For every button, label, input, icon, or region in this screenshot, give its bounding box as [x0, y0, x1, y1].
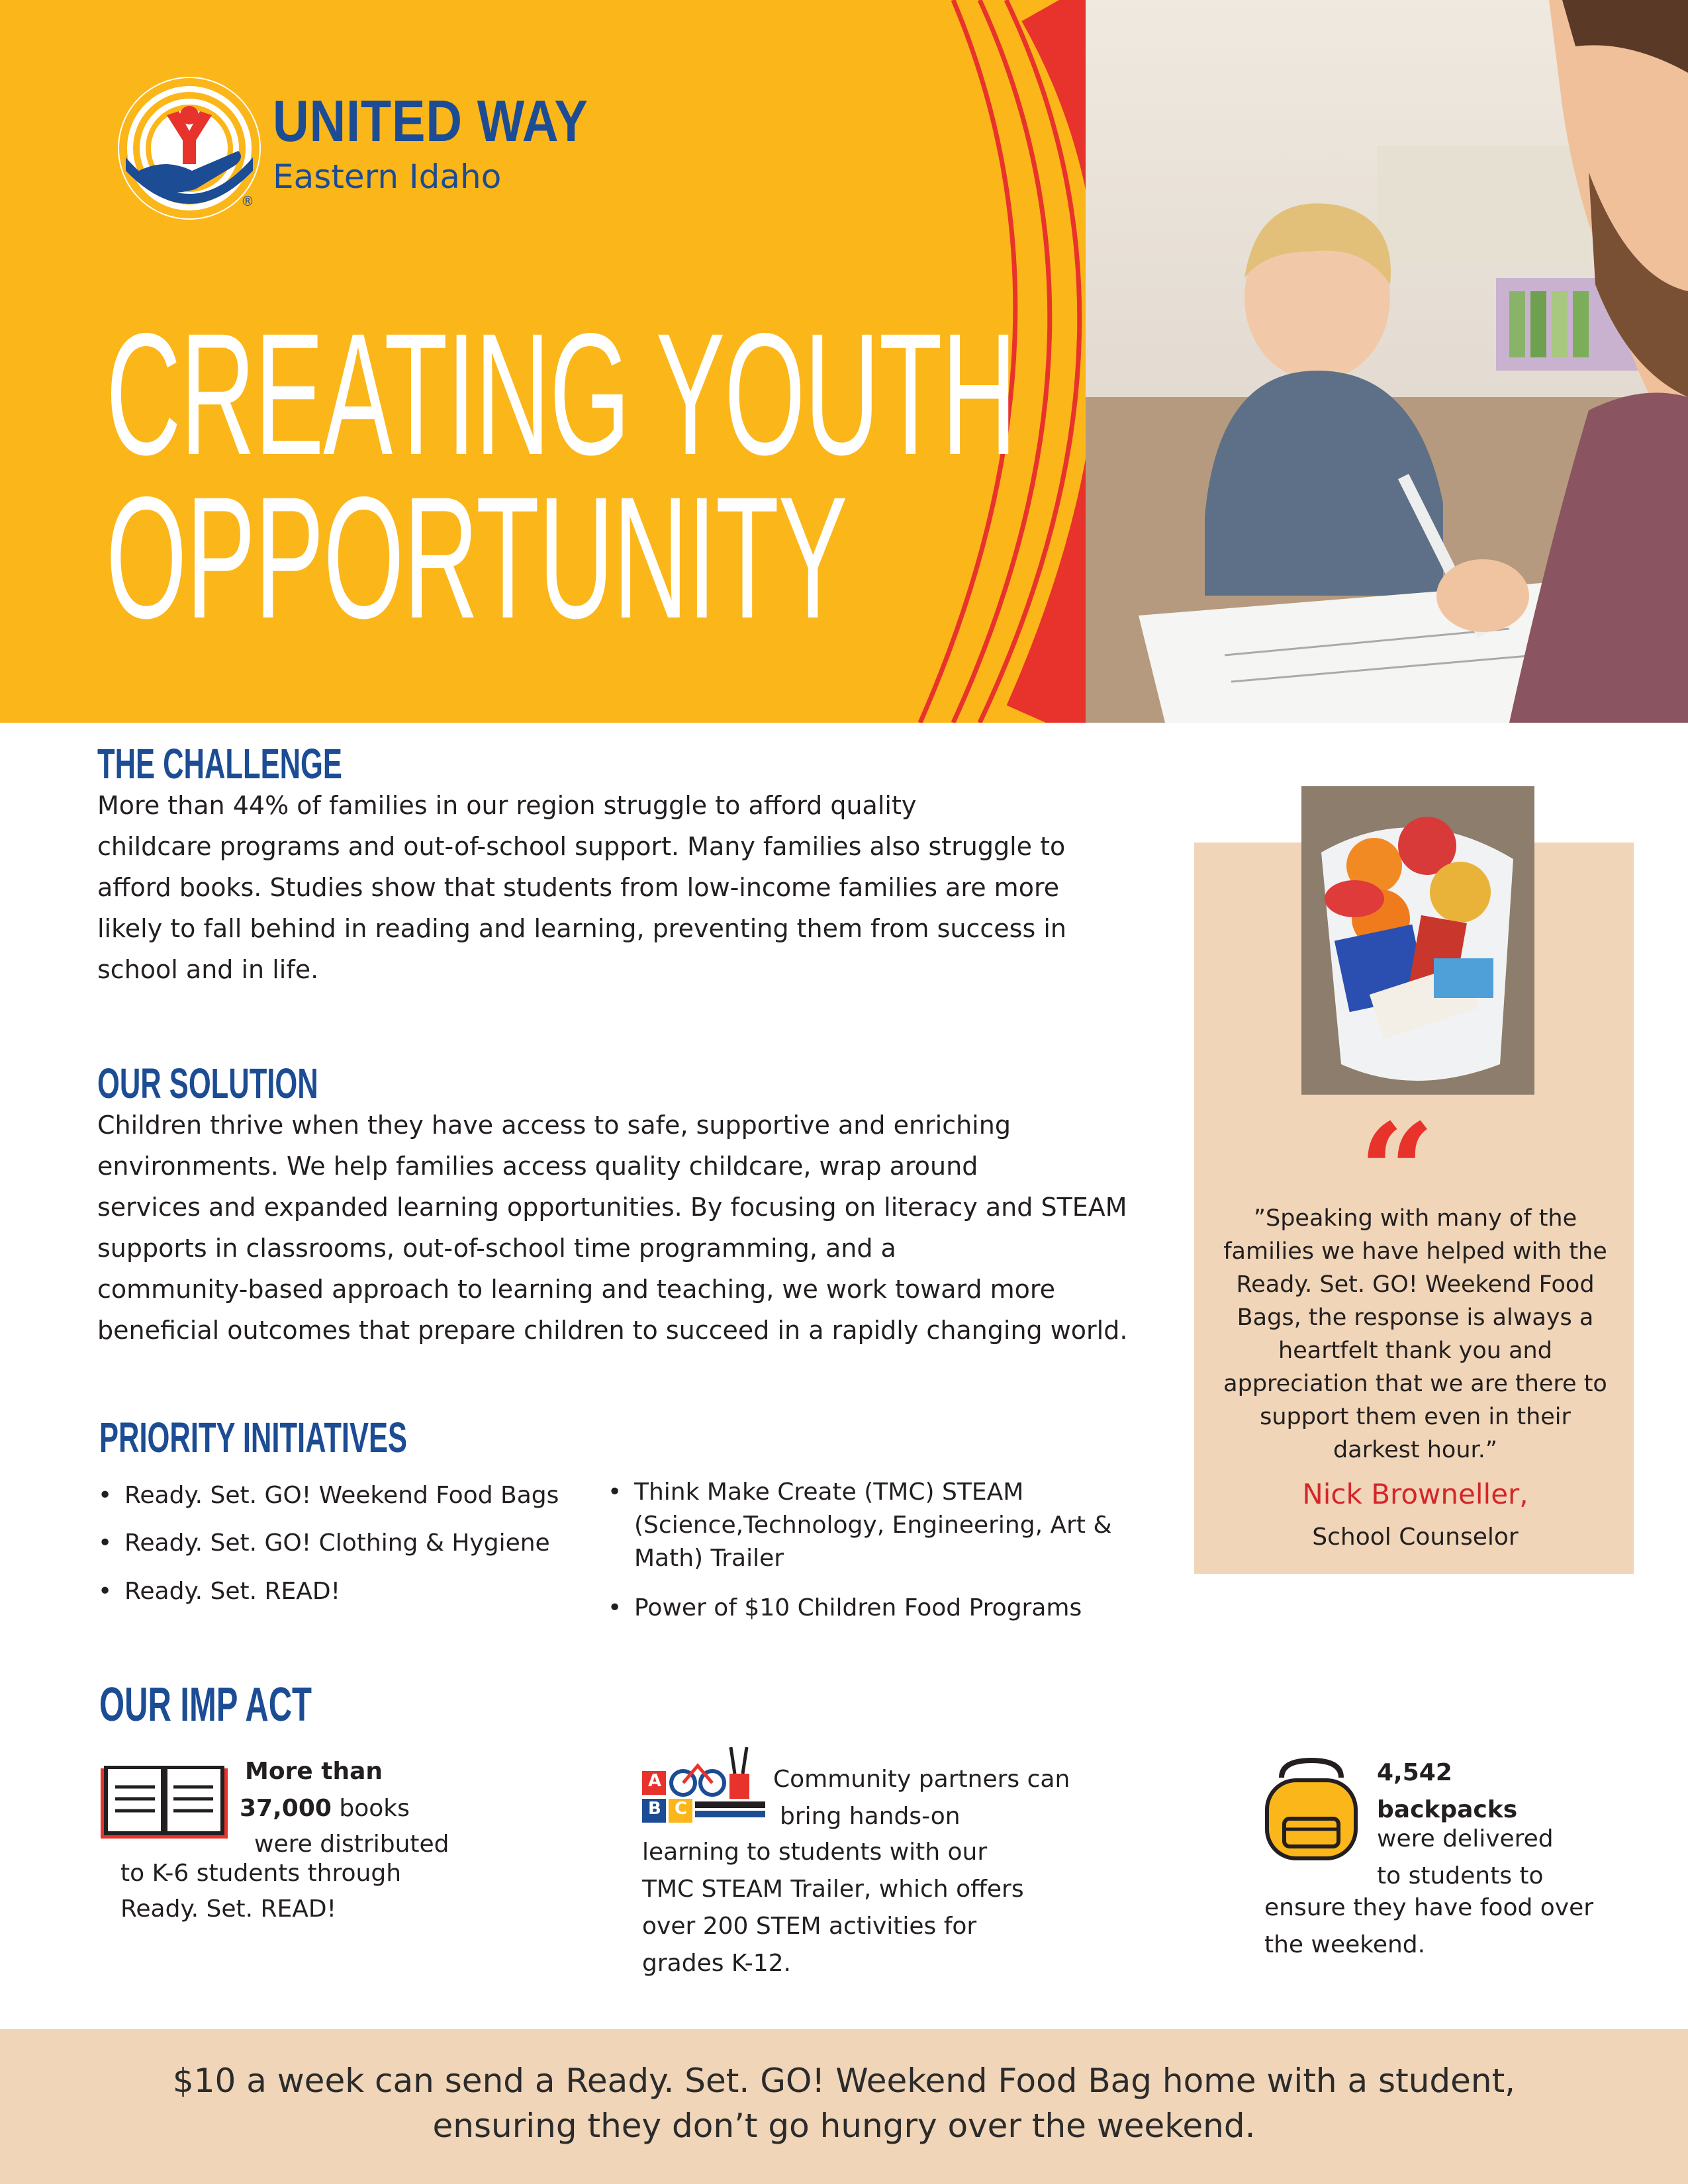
- solution-line: environments. We help families access quality childcare, wrap around: [97, 1152, 978, 1181]
- backpacks-number: 4,542: [1377, 1759, 1452, 1786]
- priority-item: • Ready. Set. GO! Clothing & Hygiene: [98, 1529, 550, 1557]
- backpacks-line4: to students to: [1377, 1862, 1544, 1889]
- block-a: A: [648, 1771, 662, 1791]
- solution-line: Children thrive when they have access to safe, supportive and enriching: [97, 1111, 1011, 1140]
- backpack-icon: [1262, 1758, 1361, 1864]
- priority-item: • Think Make Create (TMC) STEAM (Science,Technology, Engineering, Art & Math) Trailer: [608, 1479, 1112, 1572]
- challenge-heading: THE CHALLENGE: [97, 740, 342, 788]
- open-book-icon: [99, 1766, 229, 1841]
- quote-author: Nick Browneller,: [1302, 1478, 1528, 1510]
- steam-line3: learning to students with our: [642, 1839, 988, 1866]
- block-c: C: [675, 1799, 688, 1819]
- priority-item: • Ready. Set. READ!: [98, 1578, 341, 1605]
- steam-line6: grades K-12.: [642, 1950, 791, 1977]
- challenge-line: school and in life.: [97, 955, 319, 984]
- bottom-banner: [0, 2029, 1688, 2184]
- steam-line1: Community partners can: [773, 1766, 1070, 1793]
- quote-text: ”Speaking with many of the families we have helped with the Ready. Set. GO! Weekend Food Bags, the response is always a heartfelt thank you and appreciation that we are there to support them even in their darkest hour.”: [1223, 1205, 1607, 1463]
- backpacks-line2: backpacks: [1377, 1796, 1518, 1823]
- quote-role: School Counselor: [1312, 1524, 1519, 1551]
- logo-name: UNITED WAY: [273, 88, 588, 154]
- books-line2: 37,000 books: [240, 1795, 410, 1822]
- solution-text: [97, 1105, 1183, 1351]
- books-line4: to K-6 students through: [120, 1860, 402, 1887]
- challenge-line: afford books. Studies show that students from low-income families are more: [97, 873, 1060, 902]
- challenge-line: likely to fall behind in reading and learning, preventing them from success in: [97, 914, 1066, 943]
- block-b: B: [648, 1799, 661, 1819]
- quote-mark-icon: “: [1358, 1095, 1435, 1250]
- books-line5: Ready. Set. READ!: [120, 1895, 337, 1923]
- banner-line1: $10 a week can send a Ready. Set. GO! Weekend Food Bag home with a student,: [172, 2062, 1516, 2100]
- registered-mark: ®: [241, 193, 254, 209]
- food-bag-photo: [1301, 786, 1534, 1095]
- solution-line: community-based approach to learning and teaching, we work toward more: [97, 1275, 1056, 1304]
- steam-line4: TMC STEAM Trailer, which offers: [642, 1876, 1024, 1903]
- books-line3: were distributed: [254, 1831, 449, 1858]
- solution-line: beneficial outcomes that prepare children to succeed in a rapidly changing world.: [97, 1316, 1128, 1345]
- logo-region: Eastern Idaho: [273, 158, 502, 196]
- steam-line2: bring hands-on: [780, 1803, 961, 1830]
- books-line1: More than: [245, 1758, 383, 1785]
- priority-item: • Ready. Set. GO! Weekend Food Bags: [98, 1482, 559, 1509]
- backpacks-line3: were delivered: [1377, 1825, 1554, 1852]
- priority-item: • Power of $10 Children Food Programs: [608, 1594, 1082, 1621]
- priority-heading: PRIORITY INITIATIVES: [99, 1414, 408, 1461]
- page-title-line-1: CREATING YOUTH: [106, 297, 1016, 491]
- classroom-photo: [1086, 0, 1688, 723]
- challenge-line: More than 44% of families in our region struggle to afford quality: [97, 791, 917, 820]
- solution-heading: OUR SOLUTION: [97, 1060, 318, 1107]
- backpacks-line6: the weekend.: [1264, 1931, 1426, 1958]
- solution-line: supports in classrooms, out-of-school time programming, and a: [97, 1234, 896, 1263]
- backpacks-line5: ensure they have food over: [1264, 1894, 1594, 1921]
- impact-heading: OUR IMP ACT: [99, 1678, 312, 1731]
- header-banner: [0, 0, 1688, 723]
- solution-line: services and expanded learning opportunities. By focusing on literacy and STEAM: [97, 1193, 1127, 1222]
- steam-line5: over 200 STEM activities for: [642, 1913, 977, 1940]
- banner-line2: ensuring they don’t go hungry over the weekend.: [432, 2107, 1256, 2145]
- challenge-line: childcare programs and out-of-school support. Many families also struggle to: [97, 832, 1066, 861]
- challenge-text: [97, 785, 1156, 990]
- page-title-line-2: OPPORTUNITY: [106, 461, 847, 655]
